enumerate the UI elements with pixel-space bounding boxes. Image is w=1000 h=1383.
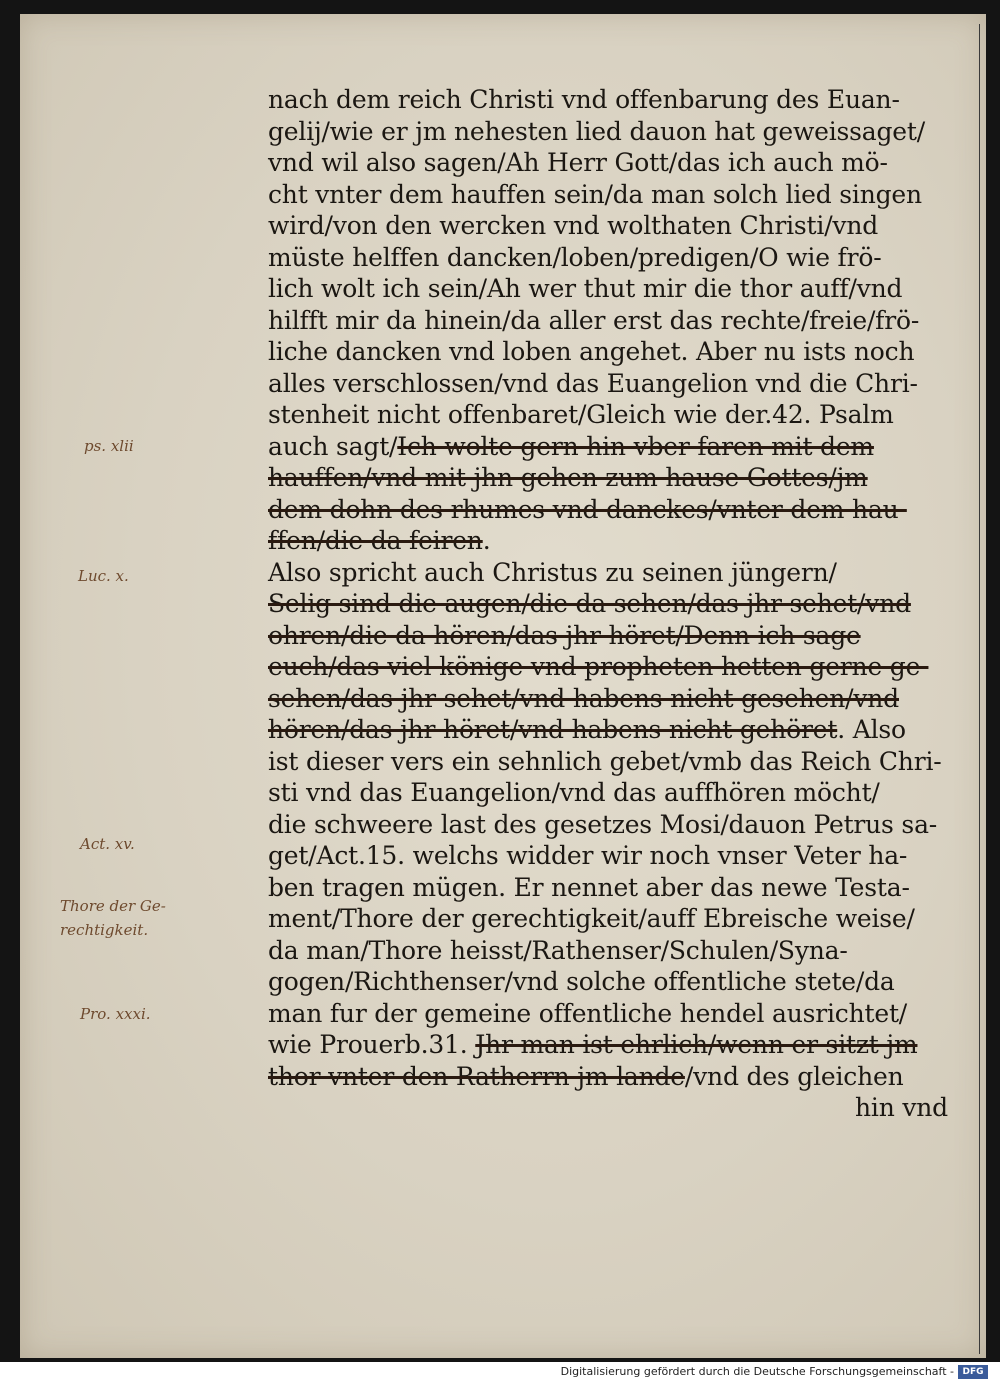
text-line [268, 399, 958, 431]
marginal-note-acts: Act. xv. [80, 835, 135, 853]
text-segment: Also spricht auch Christus zu seinen jüngern/ [268, 557, 837, 587]
text-segment: auch sagt/ [268, 431, 398, 461]
text-line [268, 525, 958, 557]
text-segment: . Also [837, 715, 906, 744]
footer-credit-text: Digitalisierung gefördert durch die Deutsche Forschungsgemeinschaft - [560, 1365, 954, 1378]
text-line [268, 903, 958, 935]
struck-text-segment: Jhr man ist ehrlich/wenn er sitzt jm [475, 1030, 918, 1059]
text-line [268, 242, 958, 274]
text-segment: müste helffen dancken/loben/predigen/O wie frö- [268, 242, 882, 272]
text-line [268, 336, 958, 368]
text-segment: hilfft mir da hinein/da aller erst das rechte/freie/frö- [268, 305, 920, 335]
struck-text-segment: ffen/die da feiren [268, 526, 483, 555]
text-line [268, 1092, 958, 1124]
marginal-note-psalm: ps. xlii [84, 437, 134, 455]
text-line [268, 683, 958, 715]
text-segment: stenheit nicht offenbaret/Gleich wie der.42. Psalm [268, 400, 894, 429]
text-segment: liche dancken vnd loben angehet. Aber nu ists noch [268, 337, 915, 366]
marginal-note-thore-1: Thore der Ge- [60, 897, 166, 915]
struck-text-segment: euch/das viel könige vnd propheten hetten gerne ge- [268, 652, 929, 681]
text-line [268, 179, 958, 211]
text-line [268, 966, 958, 998]
text-segment: ment/Thore der gerechtigkeit/auff Ebreische weise/ [268, 904, 915, 933]
text-segment: wird/von den wercken vnd wolthaten Christi/vnd [268, 211, 879, 240]
text-line [268, 1029, 958, 1061]
text-line [268, 557, 958, 589]
text-line [268, 998, 958, 1030]
text-line [268, 714, 958, 746]
struck-text-segment: dem dohn des rhumes vnd danckes/vnter dem hau- [268, 494, 907, 524]
text-line [268, 84, 958, 116]
text-line [268, 147, 958, 179]
struck-text-segment: sehen/das jhr sehet/vnd habens nicht gesehen/vnd [268, 683, 899, 713]
text-line [268, 431, 958, 463]
struck-text-segment: hauffen/vnd mit jhn gehen zum hause Gottes/jm [268, 463, 868, 492]
text-segment: da man/Thore heisst/Rathenser/Schulen/Syna- [268, 935, 848, 965]
text-line [268, 746, 958, 778]
marginal-note-luke: Luc. x. [78, 567, 129, 585]
text-line [268, 777, 958, 809]
text-segment: /vnd des gleichen [684, 1061, 904, 1091]
text-segment: vnd wil also sagen/Ah Herr Gott/das ich auch mö- [268, 148, 888, 177]
text-line [268, 809, 958, 841]
marginal-note-thore-2: rechtigkeit. [60, 921, 149, 939]
text-line [268, 620, 958, 652]
text-line [268, 273, 958, 305]
struck-text-segment: thor vnter den Ratherrn jm lande [268, 1061, 685, 1091]
text-line [268, 651, 958, 683]
text-segment: nach dem reich Christi vnd offenbarung des Euan- [268, 85, 900, 114]
text-segment: die schweere last des gesetzes Mosi/dauon Petrus sa- [268, 809, 938, 839]
text-line [268, 116, 958, 148]
text-segment: lich wolt ich sein/Ah wer thut mir die thor auff/vnd [268, 274, 903, 303]
text-line [268, 872, 958, 904]
text-line [268, 588, 958, 620]
text-line [268, 305, 958, 337]
text-segment: man fur der gemeine offentliche hendel ausrichtet/ [268, 998, 908, 1028]
digitization-footer [0, 1362, 1000, 1383]
text-segment: ben tragen mügen. Er nennet aber das newe Testa- [268, 872, 910, 902]
struck-text-segment: Ich wolte gern hin vber faren mit dem [397, 431, 874, 461]
dfg-logo: DFG [958, 1365, 988, 1379]
struck-text-segment: ohren/die da hören/das jhr höret/Denn ich sage [268, 620, 861, 650]
struck-text-segment: hören/das jhr höret/vnd habens nicht gehöret [268, 715, 838, 744]
text-line [268, 210, 958, 242]
marginal-note-proverbs: Pro. xxxi. [80, 1005, 151, 1023]
main-text-block [268, 84, 958, 1124]
text-segment: wie Prouerb.31. [268, 1030, 476, 1059]
text-line [268, 462, 958, 494]
text-line [268, 368, 958, 400]
text-segment: sti vnd das Euangelion/vnd das auffhören möcht/ [268, 778, 880, 807]
text-segment: ist dieser vers ein sehnlich gebet/vmb das Reich Chri- [268, 746, 942, 776]
text-segment: hin vnd [855, 1093, 948, 1122]
text-segment: get/Act.15. welchs widder wir noch vnser Veter ha- [268, 841, 908, 870]
struck-text-segment: Selig sind die augen/die da sehen/das jhr sehet/vnd [268, 589, 911, 618]
text-segment: cht vnter dem hauffen sein/da man solch lied singen [268, 179, 922, 209]
text-segment: gogen/Richthenser/vnd solche offentliche stete/da [268, 967, 895, 996]
page-edge-rule [979, 24, 980, 1354]
text-line [268, 840, 958, 872]
text-segment: alles verschlossen/vnd das Euangelion vnd die Chri- [268, 368, 918, 398]
text-line [268, 1061, 958, 1093]
text-segment: . [482, 526, 491, 555]
text-line [268, 935, 958, 967]
text-line [268, 494, 958, 526]
text-segment: gelij/wie er jm nehesten lied dauon hat geweissaget/ [268, 116, 925, 146]
